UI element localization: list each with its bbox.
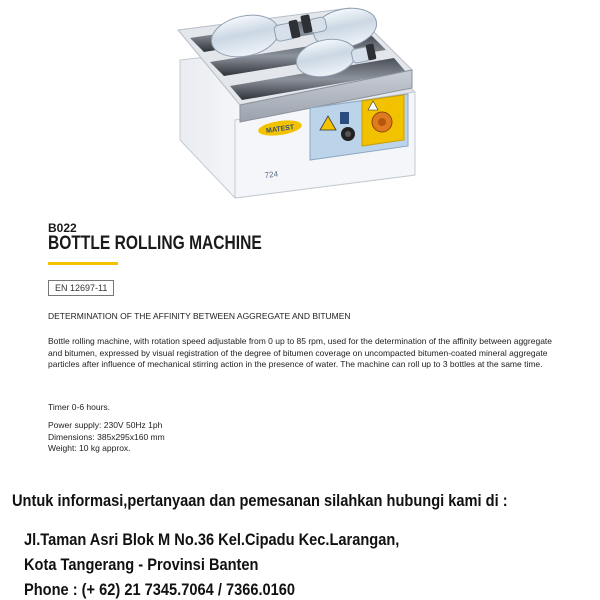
standard-badge: EN 12697-11 [48, 280, 114, 296]
timer-spec: Timer 0-6 hours. [48, 402, 111, 412]
weight-spec: Weight: 10 kg approx. [48, 443, 131, 453]
dimensions-spec: Dimensions: 385x295x160 mm [48, 431, 165, 442]
contact-heading: Untuk informasi,pertanyaan dan pemesanan silahkan hubungi kami di : [12, 491, 508, 510]
svg-text:MATEST: MATEST [265, 124, 295, 135]
svg-text:724: 724 [264, 169, 279, 180]
power-spec: Power supply: 230V 50Hz 1ph [48, 420, 163, 430]
product-code: B022 [48, 221, 77, 235]
contact-address-line1: Jl.Taman Asri Blok M No.36 Kel.Cipadu Kec.Larangan, [24, 530, 400, 549]
contact-phone: Phone : (+ 62) 21 7345.7064 / 7366.0160 [24, 580, 296, 599]
title-underline [48, 262, 118, 265]
product-description: Bottle rolling machine, with rotation speed adjustable from 0 up to 85 rpm, used for the determination of the affinity between aggregate and bitumen, expressed by visual registration of the degree of bitumen coverage on uncompacted bitumen-coated mineral aggregate particles after influence of mechanical stirring action in the presence of water. The machine can roll up to 3 bottles at the same time. [48, 336, 553, 369]
product-image [150, 0, 430, 200]
product-subtitle: DETERMINATION OF THE AFFINITY BETWEEN AGGREGATE AND BITUMEN [48, 311, 351, 321]
specs-list [48, 420, 165, 455]
contact-address-line2: Kota Tangerang - Provinsi Banten [24, 555, 259, 574]
product-title: BOTTLE ROLLING MACHINE [48, 233, 262, 254]
